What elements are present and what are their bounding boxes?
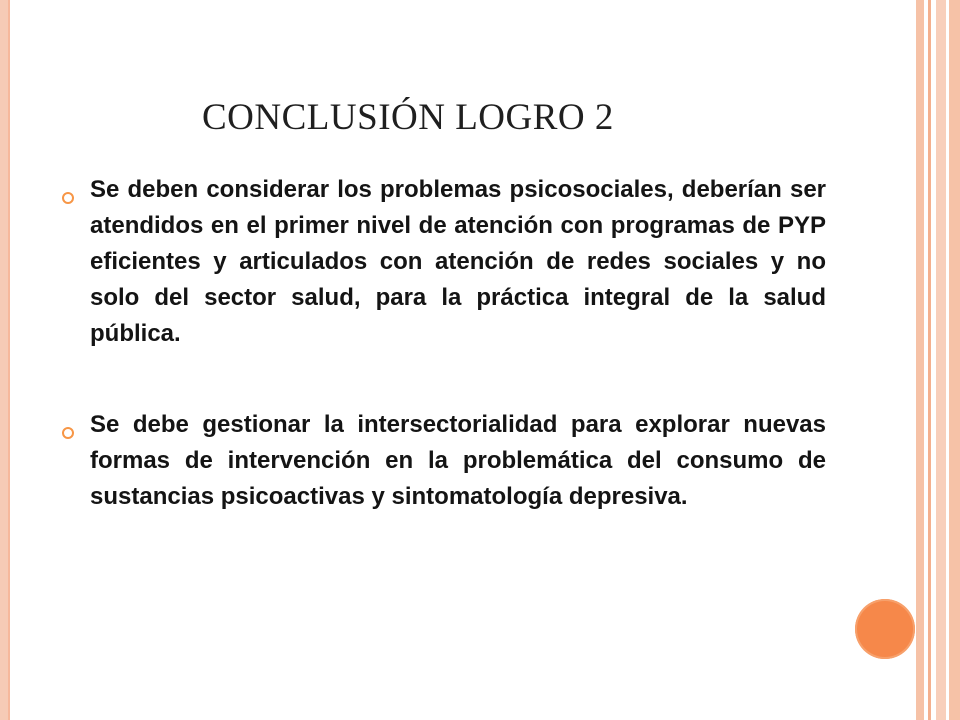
bullet-list: [62, 172, 826, 515]
stripe: [916, 0, 924, 720]
bullet-text: Se debe gestionar la intersectorialidad para explorar nuevas formas de intervención en la problemática del consumo de sustancias psicoactivas y sintomatología depresiva.: [90, 411, 826, 510]
decorative-orange-circle: [855, 599, 915, 659]
bullet-item: [62, 407, 826, 515]
bullet-circle-icon: [62, 427, 74, 439]
slide-title: CONCLUSIÓN LOGRO 2: [202, 97, 614, 138]
stripe: [949, 0, 960, 720]
right-decorative-stripes: [916, 0, 960, 720]
left-border: [0, 0, 8, 720]
bullet-circle-icon: [62, 192, 74, 204]
bullet-item: [62, 172, 826, 352]
bullet-text: Se deben considerar los problemas psicosociales, deberían ser atendidos en el primer nivel de atención con programas de PYP eficientes y articulados con atención de redes sociales y no solo del sector salud, para la práctica integral de la salud pública.: [90, 176, 826, 347]
stripe: [936, 0, 946, 720]
